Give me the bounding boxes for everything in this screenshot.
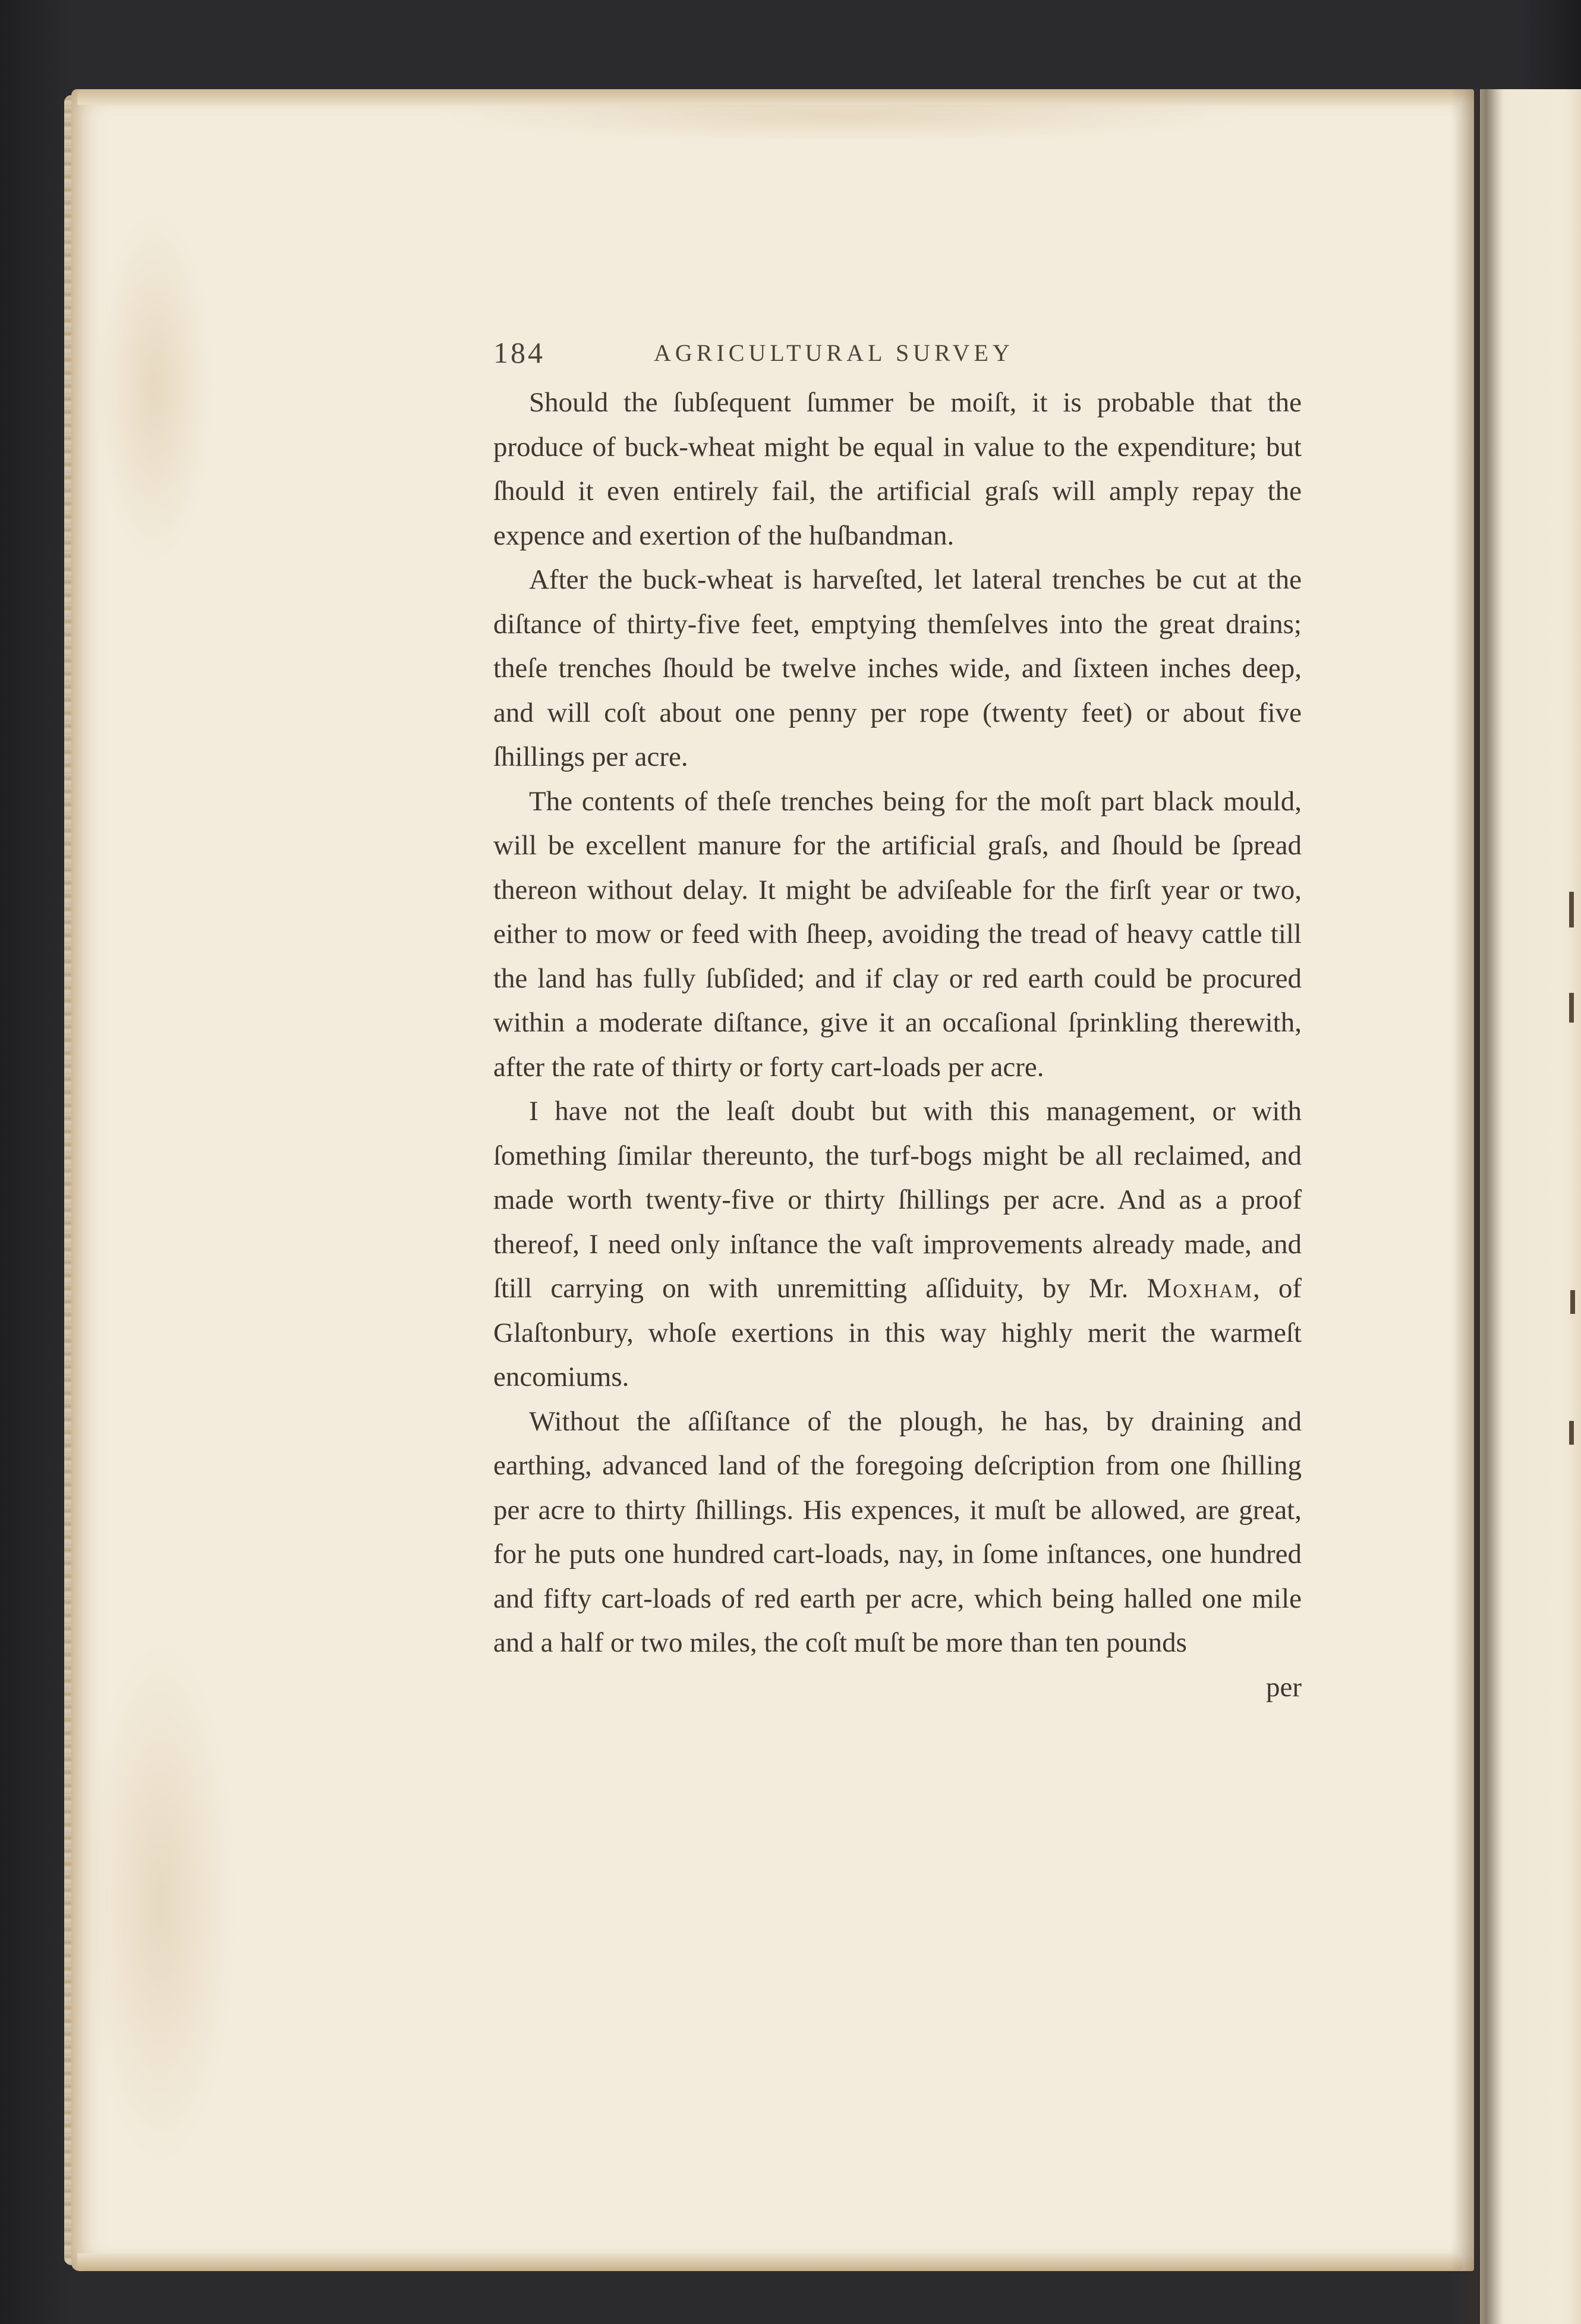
paragraph-text: , of Glaſtonbury, whoſe exertions in this way highly merit the warmeſt encomiums.	[493, 1273, 1302, 1392]
page-number: 184	[493, 336, 545, 369]
foxing-stain	[95, 208, 214, 565]
paragraph: The contents of theſe trenches being for the moſt part black mould, will be excellent manure for the artificial graſs, and ſhould be ſpread thereon without delay. It might be adviſeable for the firſt year or two, either to mow or feed with ſheep, avoiding the tread of heavy cattle till the land has fully ſubſided; and if clay or red earth could be procured within a moderate diſtance, give it an occaſional ſprinkling therewith, after the rate of thirty or forty cart-loads per acre.	[493, 785, 1302, 1083]
facing-page-letter-fragment	[1569, 892, 1574, 927]
facing-page-letter-fragment	[1569, 1421, 1574, 1445]
gutter-shadow	[1450, 89, 1504, 2324]
running-title: AGRICULTURAL SURVEY	[654, 339, 1014, 366]
paragraph-text: I have not the leaſt doubt but with this management, or with ſomething ſimilar thereunto, the turf-bogs might be all reclaimed, and made worth twenty-five or thirty ſhillings per acre. And as a proof thereof, I need only inſtance the vaſt improvements already made, and ſtill carrying on with unremitting aſſiduity, by Mr.	[493, 1096, 1302, 1304]
page-edge-bottom	[77, 2253, 1462, 2271]
proper-name: Moxham	[1147, 1273, 1253, 1304]
running-head	[493, 333, 1302, 380]
paragraph: Without the aſſiſtance of the plough, he has, by draining and earthing, advanced land of the foregoing deſcription from one ſhilling per acre to thirty ſhillings. His expences, it muſt be allowed, are great, for he puts one hundred cart-loads, nay, in ſome inſtances, one hundred and fifty cart-loads of red earth per acre, which being halled one mile and a half or two miles, the coſt muſt be more than ten pounds	[493, 1405, 1302, 1658]
facing-page-letter-fragment	[1569, 993, 1574, 1023]
page-edge-top	[77, 89, 1462, 105]
foxing-stain	[83, 1635, 238, 2170]
paragraph: Should the ſubſequent ſummer be moiſt, it is probable that the produce of buck-wheat might be equal in value to the expenditure; but ſhould it even entirely fail, the artificial graſs will amply repay the expence and exertion of the huſbandman.	[493, 387, 1302, 551]
paragraph	[493, 1089, 1302, 1400]
catchword: per	[1265, 1671, 1302, 1703]
paragraph: After the buck-wheat is harveſted, let lateral trenches be cut at the diſtance of thirty-five feet, emptying themſelves into the great drains; theſe trenches ſhould be twelve inches wide, and ſixteen inches deep, and will coſt about one penny per rope (twenty feet) or about five ſhillings per acre.	[493, 564, 1302, 772]
text-block	[493, 333, 1302, 1709]
facing-page-letter-fragment	[1570, 1290, 1575, 1314]
